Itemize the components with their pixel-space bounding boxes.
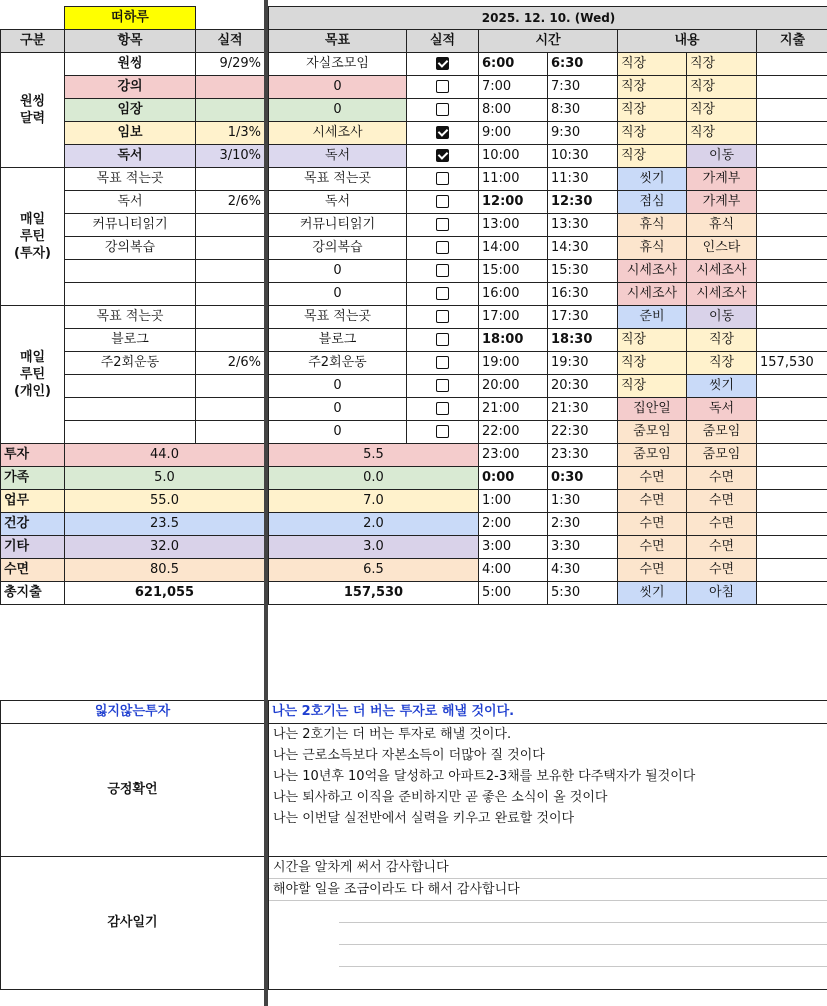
result-cell (196, 260, 265, 283)
goal-cell: 자실조모임 (269, 53, 407, 76)
header-blank (196, 7, 265, 30)
checkbox[interactable] (436, 333, 449, 346)
affirmation-lines (269, 724, 827, 829)
checkbox[interactable] (436, 264, 449, 277)
time-end: 1:30 (548, 490, 618, 513)
time-end: 9:30 (548, 122, 618, 145)
summary-left-value: 23.5 (65, 513, 265, 536)
content-cell: 가계부 (687, 168, 757, 191)
summary-left-value: 32.0 (65, 536, 265, 559)
expense-cell (757, 329, 827, 352)
gratitude-label: 감사일기 (1, 857, 265, 990)
item-cell: 독서 (65, 145, 196, 168)
summary-label: 가족 (1, 467, 65, 490)
affirmation-line: 나는 10년후 10억을 달성하고 아파트2-3채를 보유한 다주택자가 될것이다 (273, 769, 696, 784)
expense-cell (757, 76, 827, 99)
done-cell (407, 306, 479, 329)
content-cell: 휴식 (618, 237, 687, 260)
gratitude-line: 해야할 일을 조금이라도 다 해서 감사합니다 (269, 879, 827, 901)
time-end: 5:30 (548, 582, 618, 605)
goal-cell: 0 (269, 283, 407, 306)
expense-cell (757, 421, 827, 444)
date-header: 2025. 12. 10. (Wed) (269, 7, 827, 30)
group-label: 원씽 달력 (1, 53, 65, 168)
content-cell: 수면 (618, 467, 687, 490)
affirmation-line: 나는 2호기는 더 버는 투자로 해낼 것이다. (273, 727, 512, 742)
checkbox[interactable] (436, 218, 449, 231)
expense-cell (757, 467, 827, 490)
done-cell (407, 421, 479, 444)
content-cell: 직장 (687, 122, 757, 145)
divider-line (264, 0, 268, 1006)
time-start: 5:00 (479, 582, 548, 605)
time-end: 12:30 (548, 191, 618, 214)
time-end: 2:30 (548, 513, 618, 536)
ruled-line (339, 923, 827, 945)
content-cell: 집안일 (618, 398, 687, 421)
expense-cell: 157,530 (757, 352, 827, 375)
expense-cell (757, 214, 827, 237)
summary-right-value: 3.0 (269, 536, 479, 559)
group-label: 매일 루틴 (개인) (1, 306, 65, 444)
time-end: 8:30 (548, 99, 618, 122)
goal-cell: 주2회운동 (269, 352, 407, 375)
time-start: 4:00 (479, 559, 548, 582)
summary-right-value: 6.5 (269, 559, 479, 582)
time-start: 0:00 (479, 467, 548, 490)
expense-cell (757, 306, 827, 329)
time-end: 16:30 (548, 283, 618, 306)
goal-cell: 0 (269, 398, 407, 421)
content-cell: 직장 (618, 53, 687, 76)
col-expense: 지출 (757, 30, 827, 53)
content-cell: 시세조사 (618, 283, 687, 306)
result-cell: 1/3% (196, 122, 265, 145)
col-category: 구분 (1, 30, 65, 53)
result-cell (196, 76, 265, 99)
checkbox[interactable] (436, 379, 449, 392)
item-cell: 강의복습 (65, 237, 196, 260)
lower-table (0, 700, 827, 990)
done-cell (407, 145, 479, 168)
ruled-line (339, 901, 827, 923)
content-cell: 씻기 (618, 582, 687, 605)
content-cell: 직장 (687, 352, 757, 375)
content-cell: 직장 (687, 53, 757, 76)
content-cell: 직장 (618, 145, 687, 168)
checkbox[interactable] (436, 356, 449, 369)
item-cell: 임장 (65, 99, 196, 122)
checkbox[interactable] (436, 126, 449, 139)
time-end: 17:30 (548, 306, 618, 329)
time-end: 19:30 (548, 352, 618, 375)
summary-left-value: 44.0 (65, 444, 265, 467)
goal-cell: 0 (269, 260, 407, 283)
content-cell: 인스타 (687, 237, 757, 260)
content-cell: 줌모임 (618, 444, 687, 467)
time-end: 14:30 (548, 237, 618, 260)
time-start: 14:00 (479, 237, 548, 260)
goal-cell: 0 (269, 375, 407, 398)
done-cell (407, 122, 479, 145)
item-cell: 목표 적는곳 (65, 168, 196, 191)
item-cell: 주2회운동 (65, 352, 196, 375)
expense-cell (757, 536, 827, 559)
col-item: 항목 (65, 30, 196, 53)
summary-label: 투자 (1, 444, 65, 467)
col-goal: 목표 (269, 30, 407, 53)
content-cell: 수면 (618, 490, 687, 513)
item-cell: 목표 적는곳 (65, 306, 196, 329)
time-start: 6:00 (479, 53, 548, 76)
time-end: 18:30 (548, 329, 618, 352)
time-end: 22:30 (548, 421, 618, 444)
affirmation-line: 나는 근로소득보다 자본소득이 더많아 질 것이다 (273, 748, 545, 763)
checkbox[interactable] (436, 103, 449, 116)
checkbox[interactable] (436, 402, 449, 415)
content-cell: 직장 (618, 122, 687, 145)
summary-left-value: 621,055 (65, 582, 265, 605)
time-start: 22:00 (479, 421, 548, 444)
time-start: 20:00 (479, 375, 548, 398)
affirmation-line: 나는 이번달 실전반에서 실력을 키우고 완료할 것이다 (273, 811, 575, 826)
time-end: 4:30 (548, 559, 618, 582)
expense-cell (757, 283, 827, 306)
item-cell (65, 375, 196, 398)
result-cell (196, 306, 265, 329)
content-cell: 이동 (687, 145, 757, 168)
content-cell: 휴식 (618, 214, 687, 237)
content-cell: 직장 (618, 329, 687, 352)
checkbox[interactable] (436, 195, 449, 208)
item-cell: 강의 (65, 76, 196, 99)
gratitude-box (269, 857, 827, 990)
summary-label: 기타 (1, 536, 65, 559)
col-time: 시간 (479, 30, 618, 53)
time-start: 1:00 (479, 490, 548, 513)
time-start: 11:00 (479, 168, 548, 191)
time-end: 10:30 (548, 145, 618, 168)
content-cell: 수면 (687, 536, 757, 559)
expense-cell (757, 490, 827, 513)
col-result: 실적 (196, 30, 265, 53)
summary-label: 업무 (1, 490, 65, 513)
content-cell: 씻기 (687, 375, 757, 398)
time-start: 15:00 (479, 260, 548, 283)
summary-right-value: 5.5 (269, 444, 479, 467)
motto-right: 나는 2호기는 더 버는 투자로 해낼 것이다. (269, 701, 827, 724)
time-start: 12:00 (479, 191, 548, 214)
content-cell: 직장 (618, 99, 687, 122)
summary-label: 건강 (1, 513, 65, 536)
result-cell (196, 168, 265, 191)
summary-right-value: 157,530 (269, 582, 479, 605)
content-cell: 줌모임 (618, 421, 687, 444)
checkbox[interactable] (436, 241, 449, 254)
content-cell: 수면 (618, 513, 687, 536)
time-start: 23:00 (479, 444, 548, 467)
goal-cell: 0 (269, 76, 407, 99)
item-cell (65, 398, 196, 421)
goal-cell: 시세조사 (269, 122, 407, 145)
expense-cell (757, 145, 827, 168)
time-end: 3:30 (548, 536, 618, 559)
done-cell (407, 76, 479, 99)
done-cell (407, 375, 479, 398)
content-cell: 수면 (687, 559, 757, 582)
content-cell: 줌모임 (687, 444, 757, 467)
done-cell (407, 260, 479, 283)
time-end: 23:30 (548, 444, 618, 467)
result-cell (196, 237, 265, 260)
expense-cell (757, 191, 827, 214)
time-end: 13:30 (548, 214, 618, 237)
expense-cell (757, 122, 827, 145)
goal-cell: 목표 적는곳 (269, 168, 407, 191)
content-cell: 시세조사 (618, 260, 687, 283)
time-start: 18:00 (479, 329, 548, 352)
done-cell (407, 214, 479, 237)
affirmation-label: 긍정확언 (1, 724, 265, 857)
content-cell: 줌모임 (687, 421, 757, 444)
time-end: 6:30 (548, 53, 618, 76)
result-cell: 3/10% (196, 145, 265, 168)
result-cell: 9/29% (196, 53, 265, 76)
time-start: 21:00 (479, 398, 548, 421)
time-end: 20:30 (548, 375, 618, 398)
content-cell: 독서 (687, 398, 757, 421)
time-end: 11:30 (548, 168, 618, 191)
checkbox[interactable] (436, 57, 449, 70)
item-cell: 독서 (65, 191, 196, 214)
done-cell (407, 99, 479, 122)
summary-right-value: 7.0 (269, 490, 479, 513)
time-start: 19:00 (479, 352, 548, 375)
left-table (0, 6, 265, 605)
goal-cell: 0 (269, 421, 407, 444)
item-cell: 임보 (65, 122, 196, 145)
content-cell: 준비 (618, 306, 687, 329)
item-cell: 블로그 (65, 329, 196, 352)
summary-left-value: 80.5 (65, 559, 265, 582)
gratitude-line: 시간을 알차게 써서 감사합니다 (269, 857, 827, 879)
time-end: 0:30 (548, 467, 618, 490)
gratitude-lines (269, 857, 827, 967)
checkbox[interactable] (436, 425, 449, 438)
expense-cell (757, 513, 827, 536)
content-cell: 아침 (687, 582, 757, 605)
header-blank (1, 7, 65, 30)
time-end: 15:30 (548, 260, 618, 283)
checkbox[interactable] (436, 80, 449, 93)
content-cell: 휴식 (687, 214, 757, 237)
result-cell (196, 421, 265, 444)
content-cell: 직장 (618, 76, 687, 99)
time-start: 3:00 (479, 536, 548, 559)
content-cell: 직장 (687, 99, 757, 122)
content-cell: 직장 (618, 375, 687, 398)
done-cell (407, 168, 479, 191)
goal-cell: 강의복습 (269, 237, 407, 260)
checkbox[interactable] (436, 310, 449, 323)
goal-cell: 독서 (269, 145, 407, 168)
time-end: 21:30 (548, 398, 618, 421)
result-cell (196, 398, 265, 421)
done-cell (407, 53, 479, 76)
content-cell: 직장 (687, 329, 757, 352)
time-start: 9:00 (479, 122, 548, 145)
content-cell: 수면 (687, 513, 757, 536)
summary-right-value: 0.0 (269, 467, 479, 490)
time-end: 7:30 (548, 76, 618, 99)
item-cell: 원씽 (65, 53, 196, 76)
time-start: 13:00 (479, 214, 548, 237)
time-start: 17:00 (479, 306, 548, 329)
done-cell (407, 283, 479, 306)
item-cell (65, 260, 196, 283)
done-cell (407, 329, 479, 352)
expense-cell (757, 375, 827, 398)
day-title: 떠하루 (65, 7, 196, 30)
result-cell (196, 283, 265, 306)
result-cell (196, 214, 265, 237)
checkbox[interactable] (436, 149, 449, 162)
goal-cell: 커뮤니티읽기 (269, 214, 407, 237)
done-cell (407, 352, 479, 375)
expense-cell (757, 237, 827, 260)
time-start: 10:00 (479, 145, 548, 168)
content-cell: 이동 (687, 306, 757, 329)
motto-left: 잃지않는투자 (1, 701, 265, 724)
content-cell: 점심 (618, 191, 687, 214)
content-cell: 가계부 (687, 191, 757, 214)
summary-right-value: 2.0 (269, 513, 479, 536)
time-start: 2:00 (479, 513, 548, 536)
content-cell: 수면 (687, 467, 757, 490)
expense-cell (757, 168, 827, 191)
checkbox[interactable] (436, 287, 449, 300)
expense-cell (757, 53, 827, 76)
affirmation-line: 나는 퇴사하고 이직을 준비하지만 곧 좋은 소식이 올 것이다 (273, 790, 608, 805)
right-table (268, 6, 827, 605)
summary-label: 총지출 (1, 582, 65, 605)
result-cell: 2/6% (196, 191, 265, 214)
content-cell: 직장 (618, 352, 687, 375)
result-cell (196, 375, 265, 398)
content-cell: 직장 (687, 76, 757, 99)
expense-cell (757, 444, 827, 467)
time-start: 8:00 (479, 99, 548, 122)
summary-left-value: 55.0 (65, 490, 265, 513)
content-cell: 수면 (618, 536, 687, 559)
summary-label: 수면 (1, 559, 65, 582)
checkbox[interactable] (436, 172, 449, 185)
goal-cell: 블로그 (269, 329, 407, 352)
time-start: 7:00 (479, 76, 548, 99)
item-cell: 커뮤니티읽기 (65, 214, 196, 237)
goal-cell: 0 (269, 99, 407, 122)
expense-cell (757, 559, 827, 582)
content-cell: 수면 (618, 559, 687, 582)
affirmation-box (269, 724, 827, 857)
content-cell: 시세조사 (687, 283, 757, 306)
time-start: 16:00 (479, 283, 548, 306)
col-done: 실적 (407, 30, 479, 53)
expense-cell (757, 398, 827, 421)
expense-cell (757, 582, 827, 605)
item-cell (65, 421, 196, 444)
summary-left-value: 5.0 (65, 467, 265, 490)
col-content: 내용 (618, 30, 757, 53)
ruled-line (339, 945, 827, 967)
expense-cell (757, 99, 827, 122)
result-cell (196, 329, 265, 352)
content-cell: 시세조사 (687, 260, 757, 283)
content-cell: 수면 (687, 490, 757, 513)
done-cell (407, 191, 479, 214)
result-cell (196, 99, 265, 122)
content-cell: 씻기 (618, 168, 687, 191)
item-cell (65, 283, 196, 306)
goal-cell: 목표 적는곳 (269, 306, 407, 329)
group-label: 매일 루틴 (투자) (1, 168, 65, 306)
expense-cell (757, 260, 827, 283)
done-cell (407, 237, 479, 260)
result-cell: 2/6% (196, 352, 265, 375)
done-cell (407, 398, 479, 421)
goal-cell: 독서 (269, 191, 407, 214)
